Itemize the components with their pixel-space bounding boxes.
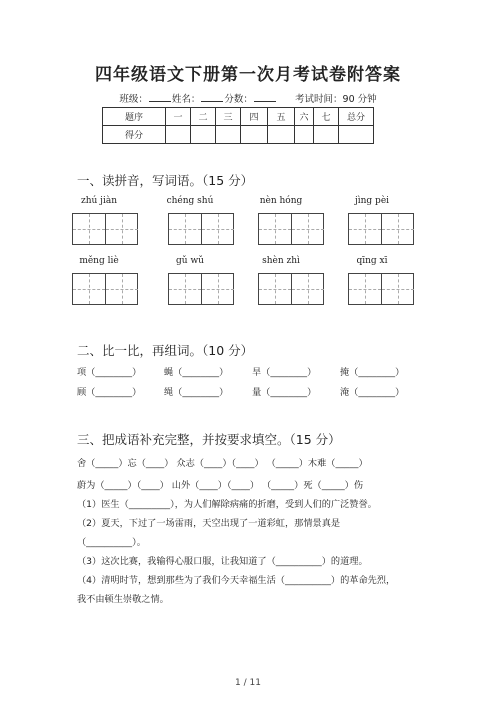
compare-word-item: 绳（________） xyxy=(164,387,229,398)
writing-grid[interactable] xyxy=(348,213,414,245)
score-table-score-row xyxy=(103,126,374,144)
section1-heading: 一、读拼音，写词语。（15 分） xyxy=(77,173,254,188)
score-table-cell: 总分 xyxy=(339,108,374,126)
writing-cell xyxy=(291,274,324,304)
idiom-line: 蔚为（_____）（____） 山外（____）（____） （_____）死（_____）伤 xyxy=(77,480,364,491)
question-line: （2）夏天，下过了一场雷雨，天空出现了一道彩虹，那情景真是 xyxy=(77,518,341,529)
score-label: 分数： xyxy=(224,94,253,105)
class-blank xyxy=(149,92,171,102)
pinyin-label: shèn zhì xyxy=(262,256,300,266)
compare-word-item: 掩（________） xyxy=(340,367,405,378)
pinyin-label: zhú jiàn xyxy=(80,196,118,206)
compare-word-item: 蝇（________） xyxy=(164,367,229,378)
score-entry-cell[interactable] xyxy=(314,126,339,144)
idiom-line: 舍（_____）忘（____） 众志（____）（____） （_____）木难（_____） xyxy=(77,458,368,469)
writing-grid[interactable] xyxy=(72,273,138,305)
writing-cell xyxy=(73,274,105,304)
writing-cell xyxy=(73,214,105,244)
score-entry-cell[interactable] xyxy=(166,126,191,144)
score-table xyxy=(102,107,374,144)
pinyin-label: gǔ wǔ xyxy=(176,256,204,266)
writing-cell xyxy=(201,274,234,304)
writing-cell xyxy=(169,274,201,304)
writing-cell xyxy=(169,214,201,244)
writing-grid[interactable] xyxy=(258,273,324,305)
pinyin-label: chéng shú xyxy=(166,196,214,206)
compare-word-item: 淹（________） xyxy=(340,387,405,398)
question-line: （4）清明时节，想到那些为了我们今天幸福生活（__________）的革命先烈， xyxy=(77,575,396,586)
score-table-cell: 得分 xyxy=(103,126,166,144)
name-blank xyxy=(201,92,223,102)
score-blank xyxy=(254,92,276,102)
score-entry-cell[interactable] xyxy=(191,126,216,144)
writing-cell xyxy=(259,274,291,304)
section3-heading: 三、把成语补充完整，并按要求填空。（15 分） xyxy=(77,432,341,447)
score-table-header-row xyxy=(103,108,374,126)
question-line: （3）这次比赛，我输得心服口服，让我知道了（__________）的道理。 xyxy=(77,556,368,567)
writing-cell xyxy=(291,214,324,244)
question-line: （__________）。 xyxy=(77,537,146,548)
time-label: 考试时间：90 分钟 xyxy=(295,94,377,105)
compare-word-item: 项（________） xyxy=(77,367,142,378)
pinyin-label: qīng xī xyxy=(356,256,388,266)
writing-cell xyxy=(105,274,138,304)
question-line: 我不由顿生崇敬之情。 xyxy=(77,594,169,605)
section2-heading: 二、比一比，再组词。（10 分） xyxy=(77,343,254,358)
writing-grid[interactable] xyxy=(348,273,414,305)
score-entry-cell[interactable] xyxy=(216,126,241,144)
writing-cell xyxy=(381,214,414,244)
compare-word-item: 量（________） xyxy=(252,387,317,398)
score-entry-cell[interactable] xyxy=(295,126,314,144)
score-table-cell: 六 xyxy=(295,108,314,126)
page-number: 1 / 11 xyxy=(235,678,261,688)
score-table-cell: 题序 xyxy=(103,108,166,126)
compare-word-item: 旱（________） xyxy=(252,367,317,378)
compare-word-item: 顾（________） xyxy=(77,387,142,398)
score-table-cell: 四 xyxy=(241,108,268,126)
score-entry-cell[interactable] xyxy=(241,126,268,144)
score-table-cell: 三 xyxy=(216,108,241,126)
writing-cell xyxy=(349,274,381,304)
score-table-cell: 一 xyxy=(166,108,191,126)
class-label: 班级： xyxy=(119,94,148,105)
writing-cell xyxy=(349,214,381,244)
score-entry-cell[interactable] xyxy=(268,126,295,144)
pinyin-label: měng liè xyxy=(79,256,119,266)
name-label: 姓名： xyxy=(171,94,201,105)
score-entry-cell[interactable] xyxy=(339,126,374,144)
writing-grid[interactable] xyxy=(258,213,324,245)
document-title: 四年级语文下册第一次月考试卷附答案 xyxy=(95,65,401,85)
writing-grid[interactable] xyxy=(168,273,234,305)
writing-cell xyxy=(259,214,291,244)
pinyin-label: jìng pèi xyxy=(354,196,390,206)
pinyin-label: nèn hóng xyxy=(259,196,303,206)
writing-cell xyxy=(381,274,414,304)
score-table-cell: 五 xyxy=(268,108,295,126)
score-table-cell: 七 xyxy=(314,108,339,126)
score-table-cell: 二 xyxy=(191,108,216,126)
writing-cell xyxy=(201,214,234,244)
student-info-line xyxy=(0,91,496,105)
writing-cell xyxy=(105,214,138,244)
writing-grid[interactable] xyxy=(168,213,234,245)
question-line: （1）医生（_________），为人们解除病痛的折磨，受到人们的广泛赞誉。 xyxy=(77,499,377,510)
writing-grid[interactable] xyxy=(72,213,138,245)
